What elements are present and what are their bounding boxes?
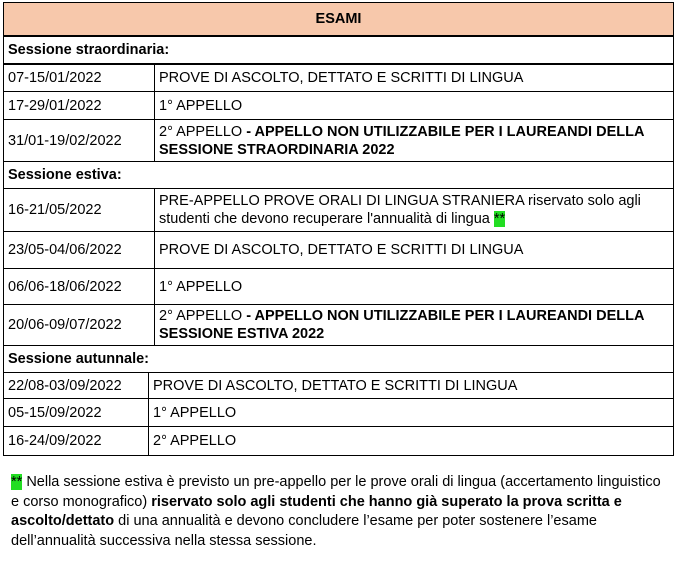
- description-cell: 1° APPELLO: [154, 268, 674, 305]
- date-cell: 06/06-18/06/2022: [3, 268, 155, 305]
- warning-text: - APPELLO NON UTILIZZABILE PER I LAUREANDI DELLA SESSIONE STRAORDINARIA 2022: [159, 123, 644, 158]
- date-cell: 16-21/05/2022: [3, 188, 155, 232]
- description-cell: PROVE DI ASCOLTO, DETTATO E SCRITTI DI LINGUA: [154, 231, 674, 269]
- table-row: [3, 64, 674, 92]
- description-text: 2° APPELLO: [159, 123, 243, 140]
- footnote-bold-text: riservato solo agli studenti che hanno già superato la prova scritta e ascolto/dettato: [11, 493, 622, 529]
- table-row: [3, 426, 674, 456]
- description-cell: [154, 304, 674, 346]
- table-row: [3, 188, 674, 232]
- section-row: [3, 345, 674, 373]
- description-cell: 1° APPELLO: [154, 91, 674, 120]
- description-cell: [154, 188, 674, 232]
- description-cell: PROVE DI ASCOLTO, DETTATO E SCRITTI DI LINGUA: [148, 372, 674, 399]
- date-cell: 07-15/01/2022: [3, 64, 155, 92]
- date-cell: 31/01-19/02/2022: [3, 119, 155, 162]
- table-row: [3, 91, 674, 120]
- description-cell: PROVE DI ASCOLTO, DETTATO E SCRITTI DI LINGUA: [154, 64, 674, 92]
- table-row: [3, 304, 674, 346]
- table-header-row: [3, 2, 674, 36]
- section-row: [3, 161, 674, 189]
- table-row: [3, 398, 674, 427]
- description-cell: 2° APPELLO: [148, 426, 674, 456]
- date-cell: 17-29/01/2022: [3, 91, 155, 120]
- description-cell: 1° APPELLO: [148, 398, 674, 427]
- section-row: [3, 36, 674, 64]
- date-cell: 22/08-03/09/2022: [3, 372, 149, 399]
- date-cell: 16-24/09/2022: [3, 426, 149, 456]
- table-header: ESAMI: [3, 2, 674, 36]
- footnote-mark: **: [493, 211, 506, 227]
- table-row: [3, 231, 674, 269]
- section-title: Sessione straordinaria:: [3, 36, 674, 64]
- date-cell: 20/06-09/07/2022: [3, 304, 155, 346]
- table-row: [3, 119, 674, 162]
- date-cell: 05-15/09/2022: [3, 398, 149, 427]
- section-title: Sessione estiva:: [3, 161, 674, 189]
- footnote-mark: **: [11, 474, 23, 490]
- footnote-text: Nella sessione estiva è previsto un pre-appello per le prove orali di lingua (accertamento linguistico e corso monografico): [11, 474, 661, 510]
- table-row: [3, 372, 674, 399]
- warning-text: - APPELLO NON UTILIZZABILE PER I LAUREANDI DELLA SESSIONE ESTIVA 2022: [159, 308, 644, 342]
- description-text: 2° APPELLO: [159, 308, 243, 324]
- description-text: PRE-APPELLO PROVE ORALI DI LINGUA STRANIERA riservato solo agli studenti che devono recuperare l'annualità di lingua: [159, 193, 641, 227]
- footnote: [11, 473, 661, 551]
- date-cell: 23/05-04/06/2022: [3, 231, 155, 269]
- footnote-text-end: di una annualità e devono concludere l’esame per poter sostenere l’esame dell’annualità successiva nella stessa sessione.: [11, 513, 597, 549]
- description-cell: [154, 119, 674, 162]
- section-title: Sessione autunnale:: [3, 345, 674, 373]
- table-row: [3, 268, 674, 305]
